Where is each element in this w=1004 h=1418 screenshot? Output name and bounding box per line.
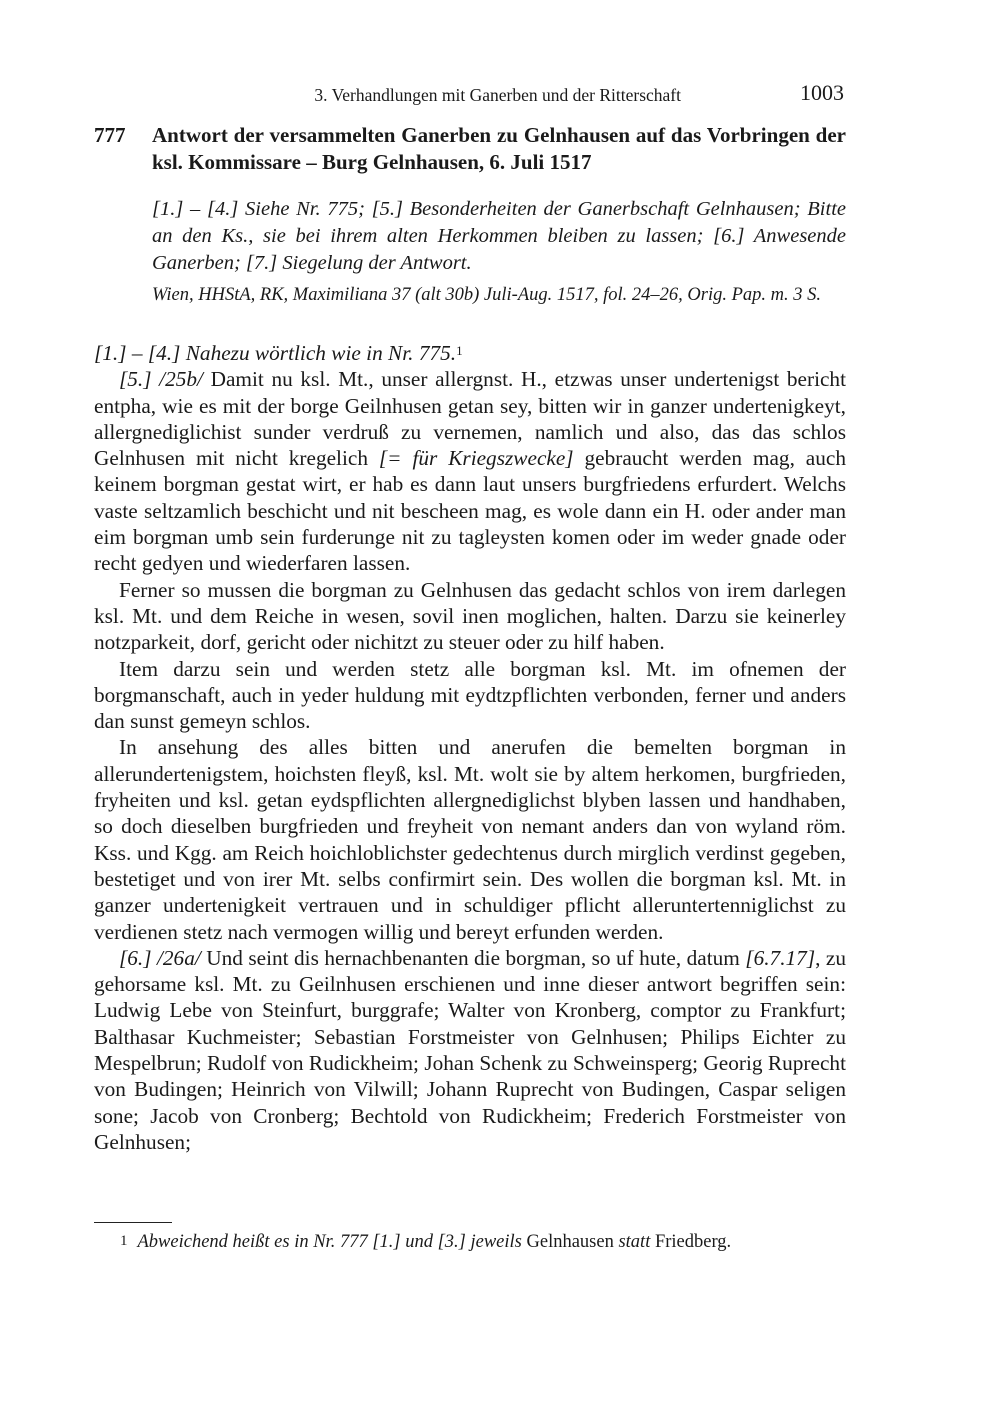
section-marker: [6.] /26a/: [119, 945, 201, 970]
paragraph-text: Damit nu ksl. Mt., unser allergnst. H., etzwas unser undertenigst bericht entpha, wie es mit der borge Geilnhusen getan sey, bitten wir in ganzer undertenigkeyt, allergnediglichist sunder verdruß zu vernemen, namlich und also, das das schlos Gelnhusen mit nicht kregelich: [94, 367, 847, 471]
paragraph-ferner: Ferner so mussen die borgman zu Gelnhusen das gedacht schlos von irem darlegen ksl. Mt. und dem Reiche in wesen, sovil inen moglichen, halten. Darzu sie keinerley notzparkeit, dorf, gericht oder nichitzt zu steuer oder zu hilf haben.: [94, 577, 846, 655]
paragraph-1: [94, 340, 846, 366]
footnote-text: Abweichend heißt es in Nr. 777 [1.] und [3.] jeweils: [137, 1232, 522, 1252]
footnote-text: Gelnhausen: [521, 1232, 619, 1252]
footnote-divider: [94, 1222, 172, 1223]
footnote-1: [120, 1229, 846, 1254]
footnote-text: Friedberg.: [650, 1232, 732, 1252]
paragraph-text: , zu gehorsame ksl. Mt. zu Geilnhusen erschienen und inne dieser antwort begriffen sein: Ludwig Lebe von Steinfurt, burggrafe; Walter von Kronberg, comptor zu Frankfurt; Balthasar Kuchmeister; Sebastian Forstmeister von Gelnhusen; Philips Eichter zu Mespelbrun; Rudolf von Rudickheim; Johan Schenk zu Schweinsperg; Georig Ruprecht von Budingen; Heinrich von Vilwill; Johann Ruprecht von Budingen, Caspar seligen sone; Jacob von Cronberg; Bechtold von Rudickheim; Frederich Forstmeister von Gelnhusen;: [94, 945, 846, 1154]
paragraph-6: [94, 945, 846, 1155]
paragraph-text: Und seint dis hernachbenanten die borgman, so uf hute, datum: [200, 945, 746, 970]
regest-summary: [1.] – [4.] Siehe Nr. 775; [5.] Besonderheiten der Ganerbschaft Gelnhausen; Bitte an den Ks., sie bei ihrem alten Herkommen bleiben zu lassen; [6.] Anwesende Ganerben; [7.] Siegelung der Antwort.: [152, 198, 846, 274]
footnote-text: statt: [618, 1232, 651, 1252]
running-head: [94, 82, 846, 108]
source-citation: Wien, HHStA, RK, Maximiliana 37 (alt 30b) Juli-Aug. 1517, fol. 24–26, Orig. Pap. m. 3 S.: [152, 285, 822, 305]
paragraph-1-text: [1.] – [4.] Nahezu wörtlich wie in Nr. 775.: [94, 341, 457, 365]
document-number: 777: [94, 123, 126, 147]
paragraph-item: Item darzu sein und werden stetz alle borgman ksl. Mt. im ofnemen der borgmanschaft, auch in yeder huldung mit eydtzpflichten verbonden, ferner und anders dan sunst gemeyn schlos.: [94, 656, 846, 734]
page-number: 1003: [800, 80, 844, 105]
footnote-mark: 1: [120, 1233, 128, 1249]
editorial-note: [= für Kriegszwecke]: [378, 446, 574, 471]
paragraph-5: [94, 366, 846, 576]
paragraph-text: gebraucht werden mag, auch keinem borgman gestat wirt, er hab es dann laut unsers burgfriedens erfurdert. Welchs vaste seltzamlich beschicht und nit bescheen mag, es wole dann ein H. oder ander man eim borgman umb sein furderunge nit zu tagleysten komen oder im weder gnade oder recht gedyen und wiederfaren lassen.: [94, 446, 847, 576]
section-marker: [5.] /25b/: [119, 367, 203, 392]
paragraph-ansehung: In ansehung des alles bitten und anerufen die bemelten borgman in allerundertenigstem, hoichsten fleyß, ksl. Mt. wolt sie by altem herkomen, burgfrieden, fryheiten und ksl. getan eydspflichten allergnediglichst blyben lassen und handhaben, so doch dieselben burgfrieden und freyheit von nemant anders dan von wyland röm. Kss. und Kgg. am Reich hoichloblichster gedechtenus durch mirglich verdinst gegeben, bestetiget und von irer Mt. selbs confirmirt sein. Des wollen die borgman ksl. Mt. in ganzer undertenigkeit vertrauen und in schuldiger pflicht alleruntertenniglichst zu verdienen stetz nach vermogen willig und bereyt erfunden werden.: [94, 735, 846, 944]
editorial-date: [6.7.17]: [745, 945, 816, 970]
document-body: [94, 340, 846, 1155]
running-head-title: 3. Verhandlungen mit Ganerben und der Ritterschaft: [314, 85, 681, 105]
document-title: Antwort der versammelten Ganerben zu Gelnhausen auf das Vorbringen der ksl. Kommissare – Burg Gelnhausen, 6. Juli 1517: [152, 123, 846, 174]
footnote-ref[interactable]: 1: [456, 343, 463, 358]
